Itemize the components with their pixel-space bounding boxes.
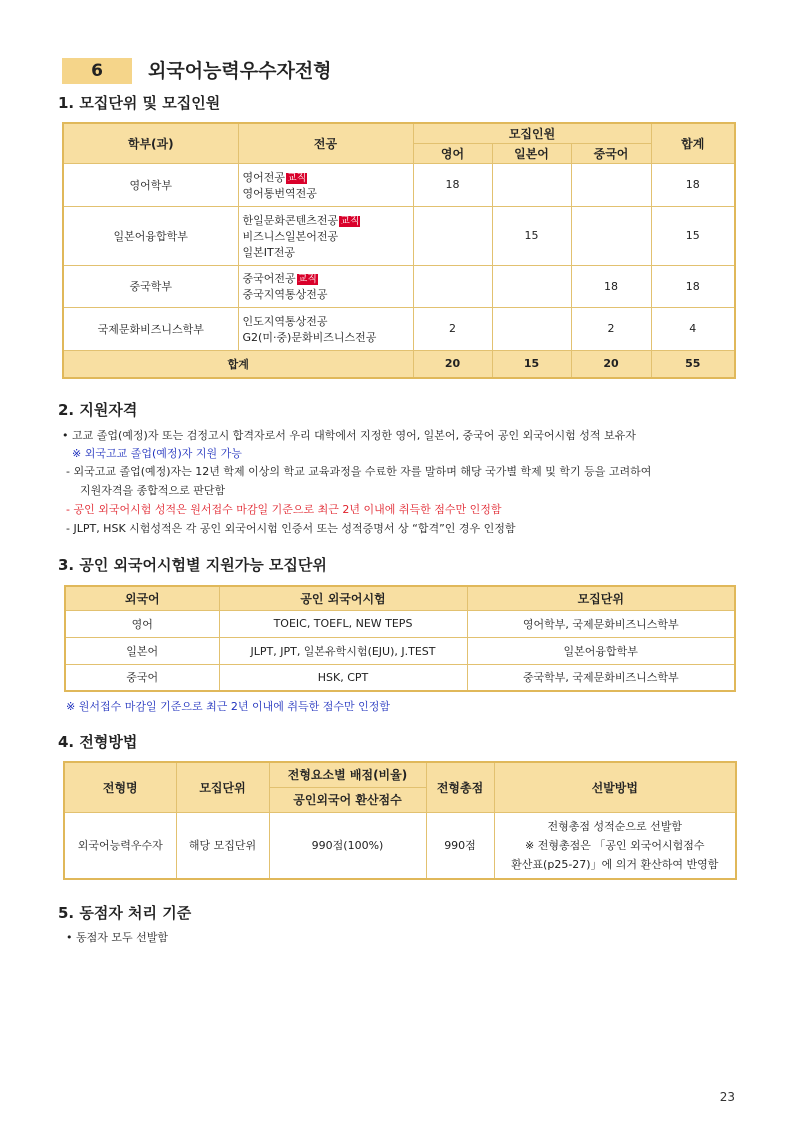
recruitment-table (62, 122, 736, 379)
section-title: 외국어능력우수자전형 (148, 60, 332, 82)
heading-recruitment-units: 1. 모집단위 및 모집인원 (58, 94, 221, 112)
eligibility-sub-3: - JLPT, HSK 시험성적은 각 공인 외국어시험 인증서 또는 성적증명서 상 “합격”인 경우 인정함 (66, 522, 516, 535)
dept-cell: 영어학부 (63, 163, 238, 206)
eligibility-sub-1: - 외국고교 졸업(예정)자는 12년 학제 이상의 학교 교육과정을 수료한 자를 말하며 해당 국가별 학제 및 학기 등을 고려하여 (66, 465, 652, 478)
col-dept: 학부(과) (63, 123, 238, 163)
major-name: 일본IT전공 (242, 245, 295, 259)
eligibility-note: ※ 외국고교 졸업(예정)자 지원 가능 (72, 447, 242, 460)
major-name: 한일문화콘텐츠전공 (242, 213, 339, 227)
major-name: 인도지역통상전공 (242, 314, 328, 328)
unit-cell: 해당 모집단위 (176, 812, 269, 879)
dept-cell: 일본어융합학부 (63, 206, 238, 265)
name-cell: 외국어능력우수자 (64, 812, 176, 879)
quota-chinese (571, 163, 651, 206)
quota-chinese: 18 (571, 265, 651, 307)
method-line: 환산표(p25-27)」에 의거 환산하여 반영함 (511, 857, 719, 871)
total-label: 합계 (63, 350, 413, 378)
table-row (65, 637, 735, 664)
quota-english: 18 (413, 163, 492, 206)
col-unit: 모집단위 (467, 586, 735, 610)
quota-english: 2 (413, 307, 492, 350)
col-english: 영어 (413, 143, 492, 163)
quota-chinese (571, 206, 651, 265)
col-language: 외국어 (65, 586, 219, 610)
method-line: ※ 전형총점은 「공인 외국어시험점수 (525, 838, 705, 852)
exam-table (64, 585, 736, 692)
section-number: 6 (91, 61, 103, 81)
table-row (65, 610, 735, 637)
col-ratio: 전형요소별 배점(비율) (269, 762, 426, 787)
total-english: 20 (413, 350, 492, 378)
col-unit: 모집단위 (176, 762, 269, 812)
tiebreak-bullet: • 동점자 모두 선발함 (66, 931, 168, 944)
col-japanese: 일본어 (492, 143, 571, 163)
total-row (63, 350, 735, 378)
heading-eligibility: 2. 지원자격 (58, 401, 138, 419)
table-row (63, 307, 735, 350)
col-exam: 공인 외국어시험 (219, 586, 467, 610)
major-name: 비즈니스일본어전공 (242, 229, 339, 243)
exam-cell: TOEIC, TOEFL, NEW TEPS (219, 610, 467, 637)
eligibility-bullet: • 고교 졸업(예정)자 또는 검정고시 합격자로서 우리 대학에서 지정한 영어, 일본어, 중국어 공인 외국어시험 성적 보유자 (62, 429, 636, 442)
table-row (63, 163, 735, 206)
col-total: 합계 (651, 123, 735, 163)
major-cell (238, 206, 413, 265)
quota-japanese (492, 307, 571, 350)
unit-cell: 중국학부, 국제문화비즈니스학부 (467, 664, 735, 691)
dept-cell: 국제문화비즈니스학부 (63, 307, 238, 350)
major-name: 영어통번역전공 (242, 186, 317, 200)
dept-cell: 중국학부 (63, 265, 238, 307)
col-major: 전공 (238, 123, 413, 163)
table-row (63, 265, 735, 307)
major-cell (238, 163, 413, 206)
quota-english (413, 206, 492, 265)
total-cell: 990점 (426, 812, 494, 879)
quota-japanese: 15 (492, 206, 571, 265)
quota-total: 15 (651, 206, 735, 265)
col-quota: 모집인원 (413, 123, 651, 143)
eligibility-sub-2: - 공인 외국어시험 성적은 원서접수 마감일 기준으로 최근 2년 이내에 취득한 점수만 인정함 (66, 503, 502, 516)
major-name: 중국지역통상전공 (242, 288, 328, 301)
exam-cell: HSK, CPT (219, 664, 467, 691)
total-japanese: 15 (492, 350, 571, 378)
major-name: 중국어전공 (242, 272, 296, 285)
major-cell (238, 307, 413, 350)
total-sum: 55 (651, 350, 735, 378)
eligibility-sub-1-cont: 지원자격을 종합적으로 판단함 (80, 484, 226, 497)
selection-table (63, 761, 737, 880)
major-name: 영어전공 (242, 170, 286, 184)
quota-total: 18 (651, 163, 735, 206)
teaching-tag: 교직 (297, 274, 317, 285)
quota-japanese (492, 265, 571, 307)
lang-cell: 중국어 (65, 664, 219, 691)
lang-cell: 영어 (65, 610, 219, 637)
col-total-score: 전형총점 (426, 762, 494, 812)
total-chinese: 20 (571, 350, 651, 378)
col-chinese: 중국어 (571, 143, 651, 163)
col-converted-score: 공인외국어 환산점수 (269, 787, 426, 812)
table-row (63, 206, 735, 265)
major-cell (238, 265, 413, 307)
score-cell: 990점(100%) (269, 812, 426, 879)
col-method: 선발방법 (494, 762, 736, 812)
teaching-tag: 교직 (287, 172, 307, 184)
quota-total: 18 (651, 265, 735, 307)
method-line: 전형총점 성적순으로 선발함 (547, 819, 682, 833)
table-row (64, 812, 736, 879)
table-row (65, 664, 735, 691)
heading-tiebreak: 5. 동점자 처리 기준 (58, 904, 192, 922)
heading-exams: 3. 공인 외국어시험별 지원가능 모집단위 (58, 556, 327, 574)
exam-cell: JLPT, JPT, 일본유학시험(EJU), J.TEST (219, 637, 467, 664)
unit-cell: 일본어융합학부 (467, 637, 735, 664)
quota-total: 4 (651, 307, 735, 350)
teaching-tag: 교직 (340, 215, 360, 227)
method-cell (494, 812, 736, 879)
quota-japanese (492, 163, 571, 206)
quota-chinese: 2 (571, 307, 651, 350)
unit-cell: 영어학부, 국제문화비즈니스학부 (467, 610, 735, 637)
quota-english (413, 265, 492, 307)
lang-cell: 일본어 (65, 637, 219, 664)
section-number-badge (62, 58, 132, 84)
heading-selection-method: 4. 전형방법 (58, 733, 138, 751)
major-name: G2(미·중)문화비즈니스전공 (242, 330, 377, 344)
exam-note: ※ 원서접수 마감일 기준으로 최근 2년 이내에 취득한 점수만 인정함 (66, 700, 390, 713)
col-name: 전형명 (64, 762, 176, 812)
page-number: 23 (719, 1090, 735, 1104)
